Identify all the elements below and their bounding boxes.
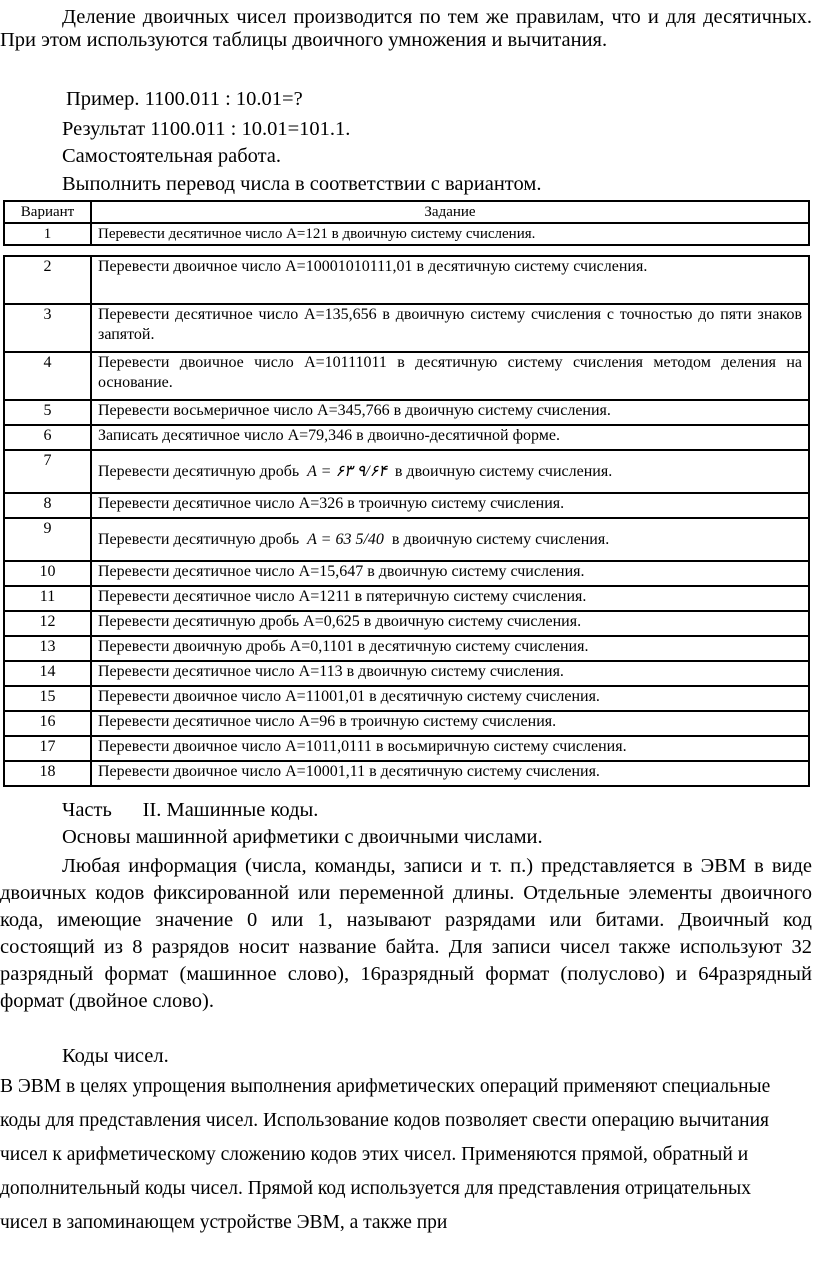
table-row [4, 686, 809, 711]
variant-number: 9 [4, 518, 91, 561]
variant-task: Записать десятичное число A=79,346 в двоично-десятичной форме. [91, 425, 809, 450]
table-row [4, 636, 809, 661]
variant-number: 8 [4, 493, 91, 518]
table-row [4, 586, 809, 611]
part2-heading: Часть II. Машинные коды. [62, 799, 319, 821]
result-line: Результат 1100.011 : 10.01=101.1. [62, 118, 351, 140]
variant-task: Перевести двоичное число A=1011,0111 в восьмиричную систему счисления. [91, 736, 809, 761]
variant-number: 3 [4, 304, 91, 352]
variant-task: Перевести двоичное число A=10001,11 в десятичную систему счисления. [91, 761, 809, 786]
variant-task: Перевести десятичное число A=326 в троичную систему счисления. [91, 493, 809, 518]
variants-table [3, 255, 810, 787]
table-row [4, 425, 809, 450]
table-row [4, 450, 809, 493]
table-row [4, 352, 809, 400]
variant-task: Перевести десятичную дробь A=0,625 в двоичную систему счисления. [91, 611, 809, 636]
variant-task: Перевести двоичное число A=10111011 в десятичную систему счисления методом деления на основание. [91, 352, 809, 400]
table-row [4, 661, 809, 686]
fraction-formula: A = 63 5/40 [307, 530, 384, 548]
variant-number: 4 [4, 352, 91, 400]
example-line: Пример. 1100.011 : 10.01=? [66, 88, 303, 110]
variant-task: Перевести десятичное число A=121 в двоичную систему счисления. [91, 223, 809, 245]
table-row [4, 761, 809, 786]
variant-number: 1 [4, 223, 91, 245]
variant-number: 7 [4, 450, 91, 493]
table-row [4, 611, 809, 636]
variants-table-header [3, 200, 810, 246]
table-row [4, 518, 809, 561]
variant-task: Перевести десятичное число A=1211 в пятеричную систему счисления. [91, 586, 809, 611]
table-row [4, 493, 809, 518]
table-row [4, 304, 809, 352]
intro-paragraph: Деление двоичных чисел производится по тем же правилам, что и для десятичных. При этом используются таблицы двоичного умножения и вычитания. [0, 6, 812, 51]
task-intro-line: Выполнить перевод числа в соответствии с вариантом. [62, 173, 542, 195]
variant-task-text: в двоичную систему счисления. [391, 530, 610, 548]
variant-task: Перевести десятичное число A=15,647 в двоичную систему счисления. [91, 561, 809, 586]
table-row [4, 736, 809, 761]
number-codes-paragraph: В ЭВМ в целях упрощения выполнения арифметических операций применяют специальные коды для представления чисел. Использование кодов позволяет свести операцию вычитания чисел к арифметическому сложению кодов этих чисел. Применяются прямой, обратный и дополнительный коды чисел. Прямой код используется для представления отрицательных чисел в запоминающем устройстве ЭВМ, а также при [0, 1076, 771, 1233]
variant-number: 2 [4, 256, 91, 304]
variant-number: 6 [4, 425, 91, 450]
variant-number: 5 [4, 400, 91, 425]
number-codes-heading: Коды чисел. [62, 1045, 169, 1067]
variant-number: 17 [4, 736, 91, 761]
variant-task-text: Перевести десятичную дробь [98, 530, 300, 548]
variant-number: 11 [4, 586, 91, 611]
variant-number: 15 [4, 686, 91, 711]
table-row [4, 400, 809, 425]
variant-number: 13 [4, 636, 91, 661]
variant-number: 18 [4, 761, 91, 786]
variant-number: 14 [4, 661, 91, 686]
table-row [4, 223, 809, 245]
column-header-task: Задание [91, 201, 809, 223]
variant-task: Перевести десятичное число A=113 в двоичную систему счисления. [91, 661, 809, 686]
self-work-heading: Самостоятельная работа. [62, 145, 282, 167]
variant-task-text: в двоичную систему счисления. [394, 462, 613, 480]
table-row [4, 711, 809, 736]
part2-subheading: Основы машинной арифметики с двоичными числами. [62, 826, 543, 848]
variant-task: Перевести двоичное число A=10001010111,01 в десятичную систему счисления. [91, 256, 809, 304]
fraction-formula: A = ۶۳ ۹/۶۴ [307, 462, 387, 480]
variant-task: Перевести десятичное число A=96 в троичную систему счисления. [91, 711, 809, 736]
variant-task-text: Перевести десятичную дробь [98, 462, 300, 480]
table-row [4, 561, 809, 586]
variant-task: Перевести восьмеричное число A=345,766 в двоичную систему счисления. [91, 400, 809, 425]
variant-task [91, 450, 809, 493]
machine-codes-paragraph: Любая информация (числа, команды, записи и т. п.) представляется в ЭВМ в виде двоичных кодов фиксированной или переменной длины. Отдельные элементы двоичного кода, имеющие значение 0 или 1, называют разрядами или битами. Двоичный код состоящий из 8 разрядов носит название байта. Для записи чисел также используют 32 разрядный формат (машинное слово), 16разрядный формат (полуслово) и 64разрядный формат (двойное слово). [0, 855, 812, 1012]
table-row [4, 256, 809, 304]
variant-number: 10 [4, 561, 91, 586]
variant-number: 12 [4, 611, 91, 636]
variant-number: 16 [4, 711, 91, 736]
variant-task: Перевести двоичное число A=11001,01 в десятичную систему счисления. [91, 686, 809, 711]
variant-task: Перевести десятичное число A=135,656 в двоичную систему счисления с точностью до пяти знаков запятой. [91, 304, 809, 352]
variant-task: Перевести двоичную дробь A=0,1101 в десятичную систему счисления. [91, 636, 809, 661]
table-header-row [4, 201, 809, 223]
variant-task [91, 518, 809, 561]
column-header-variant: Вариант [4, 201, 91, 223]
